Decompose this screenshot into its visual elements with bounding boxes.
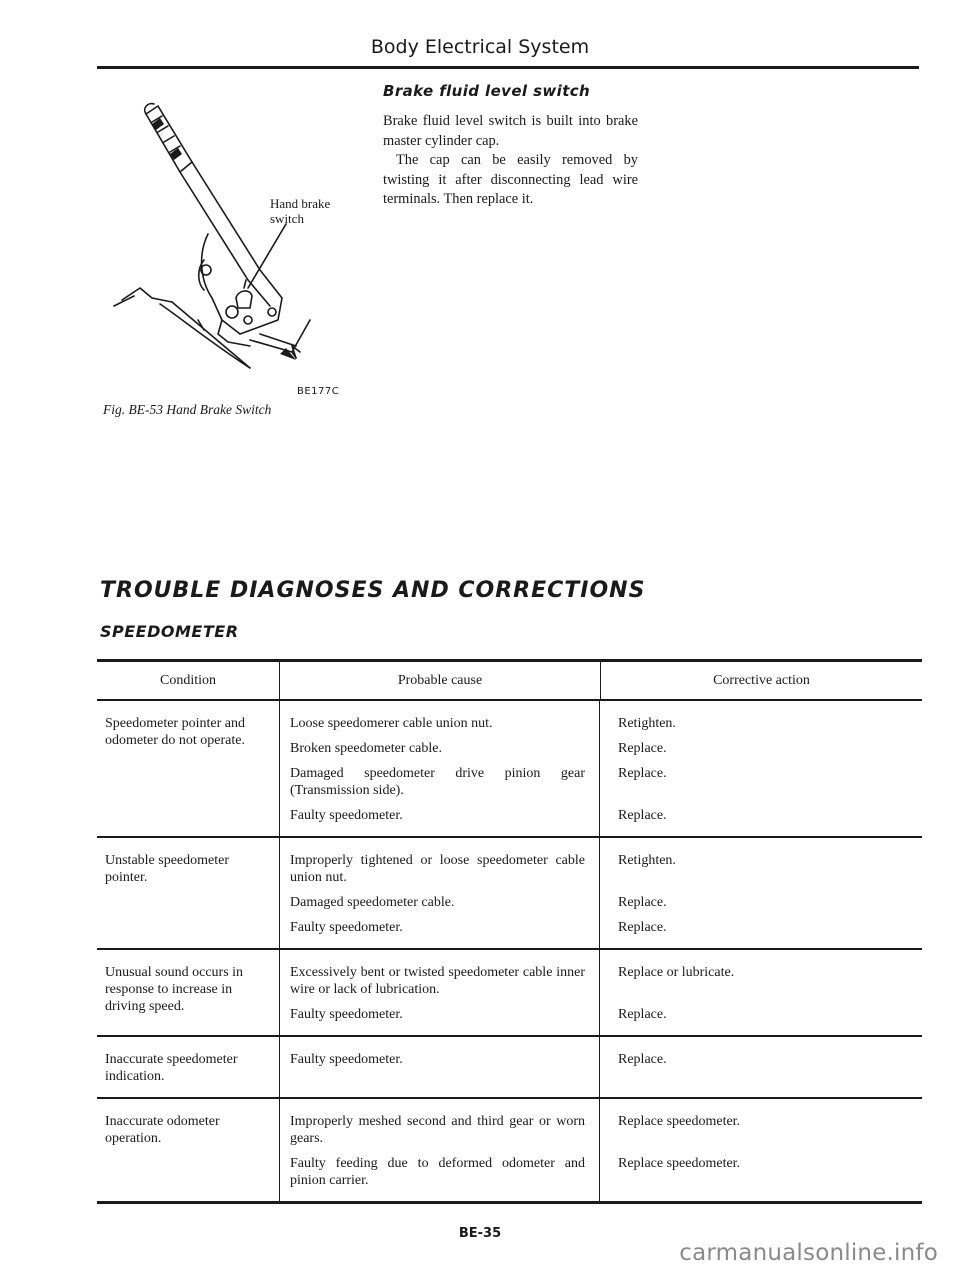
action-cell: [599, 1037, 920, 1097]
cause-item: Faulty speedometer.: [290, 920, 403, 935]
brake-fluid-title: Brake fluid level switch: [383, 82, 591, 100]
table-row: [97, 701, 922, 836]
action-item: Replace.: [618, 741, 667, 756]
cause-item: Damaged speedometer cable.: [290, 895, 455, 910]
watermark: carmanualsonline.info: [679, 1240, 938, 1266]
cause-item: Faulty speedometer.: [290, 808, 403, 823]
table-row: [97, 950, 922, 1035]
action-cell: [599, 701, 920, 836]
page-number: BE-35: [458, 1226, 502, 1241]
action-item: Replace speedometer.: [618, 1114, 741, 1129]
header-rule: [97, 66, 919, 69]
cause-item: Excessively bent or twisted speedometer cable inner wire or lack of lubrication.: [290, 965, 585, 997]
hand-brake-illustration: [100, 84, 360, 414]
cause-item: Damaged speedometer drive pinion gear (Transmission side).: [290, 766, 585, 798]
action-item: Replace.: [618, 766, 667, 781]
table-row: [97, 838, 922, 948]
condition-cell: Unstable speedometer pointer.: [105, 853, 230, 885]
action-item: Replace.: [618, 1007, 667, 1022]
page-header-title: Body Electrical System: [370, 36, 590, 58]
cause-cell: [279, 838, 599, 948]
cause-cell: [279, 701, 599, 836]
speedometer-table: [97, 659, 922, 1204]
condition-cell: Inaccurate odometer operation.: [105, 1114, 220, 1146]
cause-item: Faulty feeding due to deformed odometer and pinion carrier.: [290, 1156, 585, 1188]
action-item: Replace.: [618, 895, 667, 910]
cause-cell: [279, 1037, 599, 1097]
table-row: [97, 1099, 922, 1201]
figure-caption: Fig. BE-53 Hand Brake Switch: [103, 402, 272, 417]
cause-item: Improperly tightened or loose speedometer cable union nut.: [290, 853, 585, 885]
cause-item: Loose speedomerer cable union nut.: [290, 716, 493, 731]
condition-cell: Unusual sound occurs in response to increase in driving speed.: [105, 965, 244, 1014]
brake-fluid-text-2: The cap can be easily removed by twisting it after disconnecting lead wire terminals. Then replace it.: [383, 152, 638, 207]
action-item: Replace.: [618, 808, 667, 823]
cause-item: Improperly meshed second and third gear or worn gears.: [290, 1114, 585, 1146]
action-item: Retighten.: [618, 716, 676, 731]
cause-item: Faulty speedometer.: [290, 1052, 403, 1067]
cause-cell: [279, 1099, 599, 1201]
action-cell: [599, 838, 920, 948]
header-condition: Condition: [159, 672, 216, 688]
section-title: TROUBLE DIAGNOSES AND CORRECTIONS: [100, 578, 646, 603]
brake-fluid-paragraph: [383, 112, 638, 210]
section-subtitle: SPEEDOMETER: [100, 622, 239, 641]
action-item: Replace.: [618, 920, 667, 935]
action-cell: [599, 1099, 920, 1201]
action-cell: [599, 950, 920, 1035]
cause-cell: [279, 950, 599, 1035]
header-corrective-action: Corrective action: [600, 662, 922, 699]
cause-item: Faulty speedometer.: [290, 1007, 403, 1022]
header-probable-cause: Probable cause: [279, 662, 600, 699]
table-bottom-rule: [97, 1201, 922, 1204]
brake-fluid-text-1: Brake fluid level switch is built into brake master cylinder cap.: [383, 113, 638, 149]
action-item: Retighten.: [618, 853, 676, 868]
hand-brake-figure: [100, 84, 360, 417]
table-header: [97, 662, 922, 699]
condition-cell: Speedometer pointer and odometer do not operate.: [105, 716, 245, 748]
hand-brake-switch-label: Hand brake switch: [270, 196, 331, 226]
action-item: Replace or lubricate.: [618, 965, 735, 980]
condition-cell: Inaccurate speedometer indication.: [105, 1052, 238, 1084]
figure-code: BE177C: [297, 386, 340, 397]
table-row: [97, 1037, 922, 1097]
action-item: Replace.: [618, 1052, 667, 1067]
action-item: Replace speedometer.: [618, 1156, 741, 1171]
cause-item: Broken speedometer cable.: [290, 741, 442, 756]
